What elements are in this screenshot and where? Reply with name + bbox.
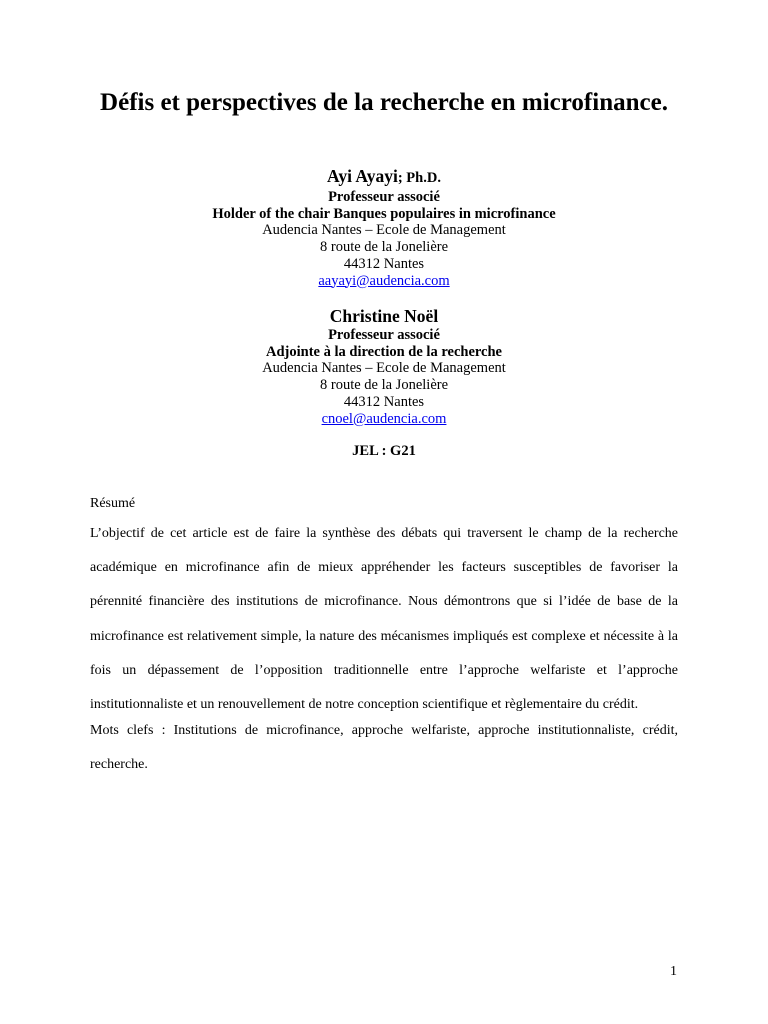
author-email-link[interactable]: aayayi@audencia.com bbox=[318, 272, 450, 289]
author-name-line bbox=[84, 165, 684, 189]
author-city: 44312 Nantes bbox=[343, 255, 425, 272]
abstract-body: L’objectif de cet article est de faire la synthèse des débats qui traversent le champ de la recherche académique en microfinance afin de mieux appréhender les facteurs susceptibles de favoriser la pérennité financière des institutions de microfinance. Nous démontrons que si l’idée de base de la microfinance est relativement simple, la nature des mécanismes impliqués est complexe et nécessite à la fois un dépassement de l’opposition traditionnelle entre l’approche welfariste et l’approche institutionnaliste et un renouvellement de notre conception scientifique et règlementaire du crédit. bbox=[90, 526, 678, 713]
author-city: 44312 Nantes bbox=[343, 393, 425, 410]
author-name: Ayi Ayayi bbox=[327, 166, 398, 186]
author-block-1 bbox=[84, 165, 684, 289]
page-number: 1 bbox=[670, 964, 677, 979]
author-institution: Audencia Nantes – Ecole de Management bbox=[262, 360, 506, 377]
author-street: 8 route de la Jonelière bbox=[319, 239, 449, 256]
author-institution: Audencia Nantes – Ecole de Management bbox=[262, 222, 506, 239]
jel-classification: JEL : G21 bbox=[352, 443, 416, 459]
author-degree: ; Ph.D. bbox=[397, 170, 441, 186]
author-street: 8 route de la Jonelière bbox=[319, 377, 449, 394]
keywords: Mots clefs : Institutions de microfinance, approche welfariste, approche institutionnaliste, crédit, recherche. bbox=[90, 723, 678, 773]
author-block-2 bbox=[84, 305, 684, 427]
author-name: Christine Noël bbox=[329, 306, 439, 326]
abstract-section bbox=[90, 494, 678, 783]
author-role: Professeur associé bbox=[328, 189, 440, 205]
author-role: Professeur associé bbox=[328, 327, 440, 343]
paper-title: Défis et perspectives de la recherche en microfinance. bbox=[100, 89, 668, 116]
author-email-link[interactable]: cnoel@audencia.com bbox=[321, 410, 447, 427]
abstract-heading: Résumé bbox=[90, 496, 136, 511]
author-position: Adjointe à la direction de la recherche bbox=[266, 343, 502, 360]
author-position: Holder of the chair Banques populaires in microfinance bbox=[212, 205, 556, 222]
